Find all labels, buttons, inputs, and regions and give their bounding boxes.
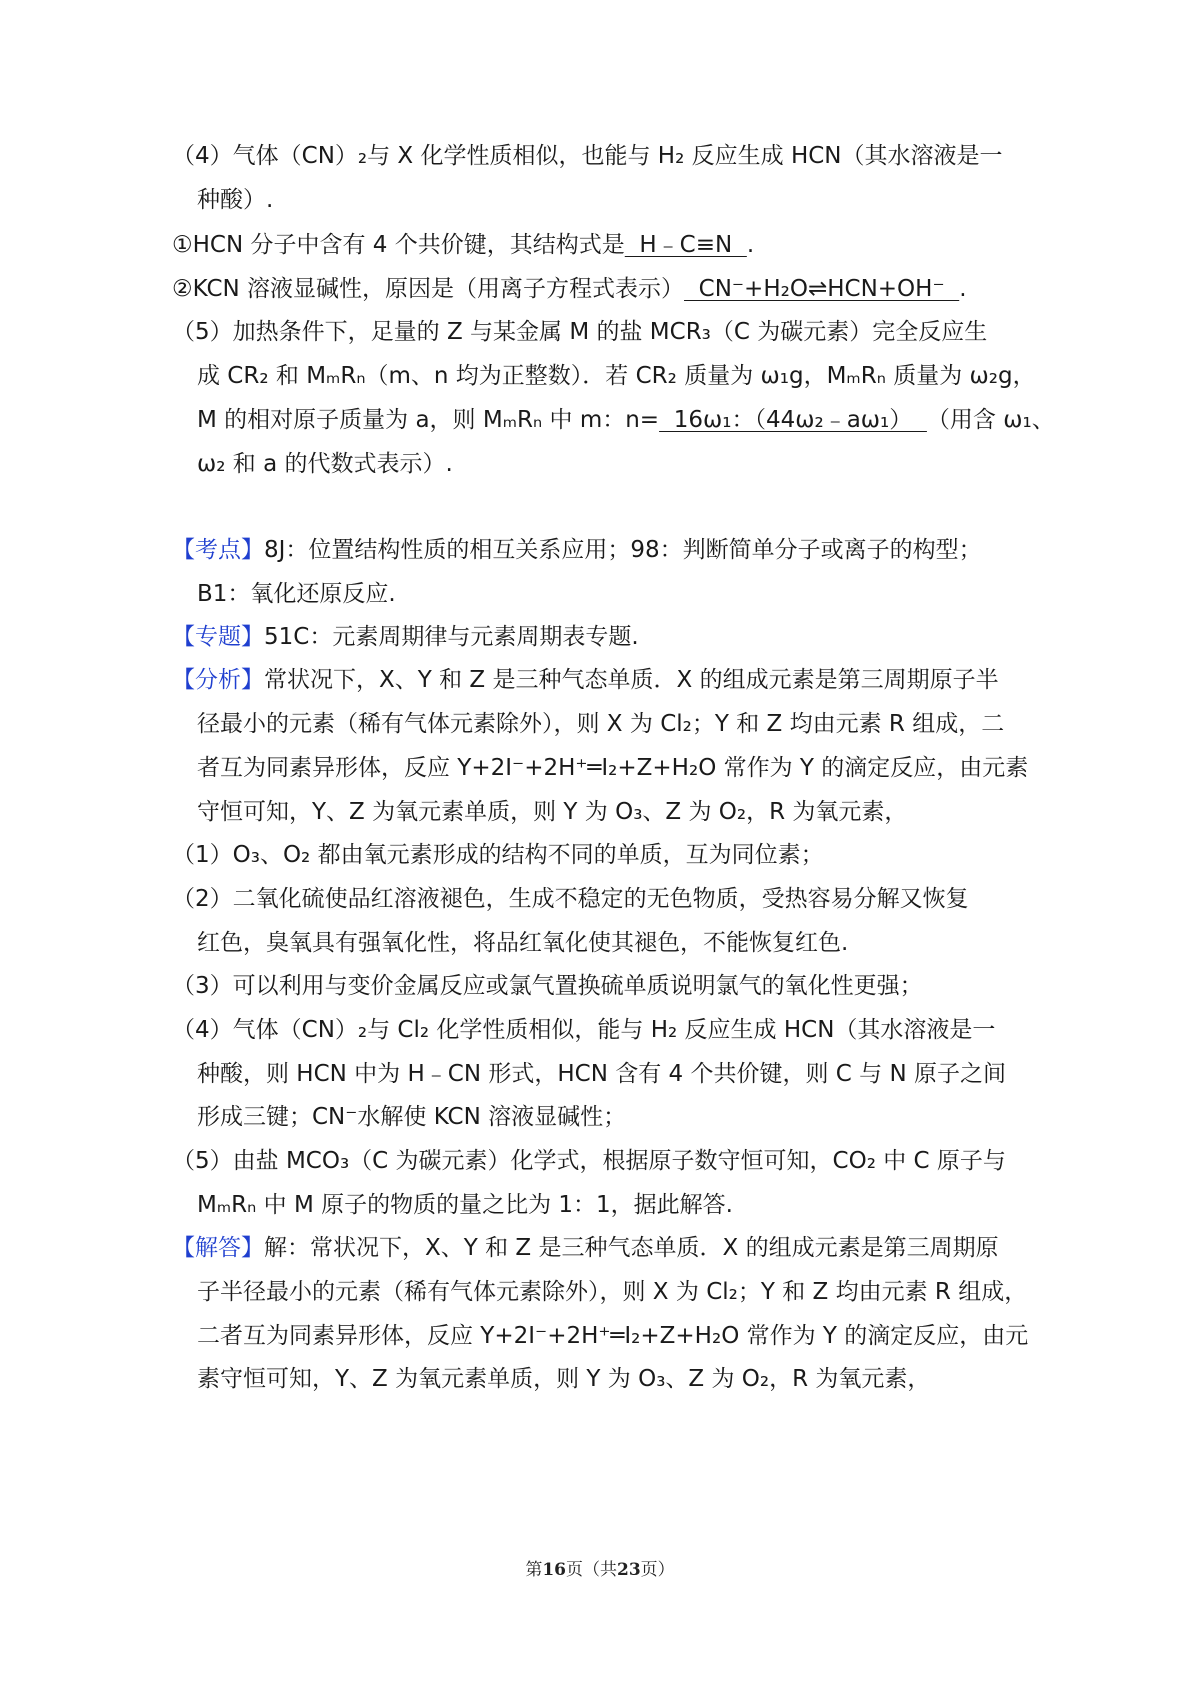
footer-prefix: 第 — [525, 1560, 543, 1580]
line-text: 8J：位置结构性质的相互关系应用；98：判断简单分子或离子的构型； — [264, 537, 982, 563]
line-text: 常状况下，X、Y 和 Z 是三种气态单质．X 的组成元素是第三周期原子半 — [264, 667, 999, 693]
text-line — [197, 184, 273, 216]
section-tag: 【专题】 — [172, 624, 264, 650]
text-line — [172, 316, 987, 348]
line-text: B1：氧化还原反应. — [197, 581, 396, 607]
footer-page-number: 16 — [542, 1560, 566, 1580]
line-text: ②KCN 溶液显碱性，原因是（用离子方程式表示） — [172, 276, 685, 302]
line-text: 径最小的元素（稀有气体元素除外），则 X 为 Cl₂；Y 和 Z 均由元素 R 组成，二 — [197, 711, 1005, 737]
line-text: （4）气体（CN）₂与 X 化学性质相似，也能与 H₂ 反应生成 HCN（其水溶液是一 — [172, 143, 1003, 169]
section-tag: 【考点】 — [172, 537, 264, 563]
text-line — [197, 1189, 733, 1221]
section-tag: 【解答】 — [172, 1235, 264, 1261]
text-line — [172, 883, 969, 915]
footer-suffix: 页） — [640, 1560, 675, 1580]
line-text: 形成三键；CN⁻水解使 KCN 溶液显碱性； — [197, 1104, 627, 1130]
line-text: 种酸）. — [197, 187, 274, 213]
text-line — [197, 708, 1004, 740]
answer-blank: CN⁻+H₂O⇌HCN+OH⁻ — [684, 276, 960, 302]
text-line — [172, 1232, 999, 1264]
text-line — [172, 534, 982, 566]
text-line — [172, 273, 967, 305]
line-text: M 的相对原子质量为 a，则 MₘRₙ 中 m：n= — [197, 407, 660, 433]
line-text: 红色，臭氧具有强氧化性，将品红氧化使其褪色，不能恢复红色. — [197, 930, 849, 956]
text-line — [172, 1145, 1006, 1177]
text-line — [172, 664, 999, 696]
line-text: （5）由盐 MCO₃（C 为碳元素）化学式，根据原子数守恒可知，CO₂ 中 C 原子与 — [172, 1148, 1006, 1174]
line-text: （3）可以利用与变价金属反应或氯气置换硫单质说明氯气的氧化性更强； — [172, 973, 923, 999]
line-text: （2）二氧化硫使品红溶液褪色，生成不稳定的无色物质，受热容易分解又恢复 — [172, 886, 969, 912]
line-text: 二者互为同素异形体，反应 Y+2I⁻+2H⁺═I₂+Z+H₂O 常作为 Y 的滴定反应，由元 — [197, 1323, 1029, 1349]
text-line — [197, 404, 1055, 436]
text-line — [197, 752, 1028, 784]
line-text: MₘRₙ 中 M 原子的物质的量之比为 1：1，据此解答. — [197, 1192, 733, 1218]
line-text: 子半径最小的元素（稀有气体元素除外），则 X 为 Cl₂；Y 和 Z 均由元素 R 组成， — [197, 1279, 1028, 1305]
text-line — [172, 839, 824, 871]
text-line — [197, 1058, 1006, 1090]
line-text: 种酸，则 HCN 中为 H﹣CN 形式，HCN 含有 4 个共价键，则 C 与 N 原子之间 — [197, 1061, 1006, 1087]
text-line — [172, 229, 754, 261]
text-line — [172, 621, 639, 653]
page-footer — [0, 1555, 1200, 1580]
text-line — [197, 796, 907, 828]
footer-total-pages: 23 — [617, 1560, 641, 1580]
line-text: （1）O₃、O₂ 都由氧元素形成的结构不同的单质，互为同位素； — [172, 842, 824, 868]
line-text-after: . — [959, 276, 967, 302]
line-text: 成 CR₂ 和 MₘRₙ（m、n 均为正整数）．若 CR₂ 质量为 ω₁g，MₘRₙ 质量为 ω₂g， — [197, 363, 1036, 389]
line-text: ω₂ 和 a 的代数式表示）. — [197, 451, 453, 477]
line-text: 解：常状况下，X、Y 和 Z 是三种气态单质．X 的组成元素是第三周期原 — [264, 1235, 999, 1261]
line-text-after: . — [746, 232, 755, 258]
text-line — [197, 1101, 626, 1133]
line-text: ①HCN 分子中含有 4 个共价键，其结构式是 — [172, 232, 625, 258]
text-line — [197, 1320, 1028, 1352]
text-line — [197, 360, 1036, 392]
line-text: 守恒可知，Y、Z 为氧元素单质，则 Y 为 O₃、Z 为 O₂，R 为氧元素， — [197, 799, 908, 825]
line-text: （5）加热条件下，足量的 Z 与某金属 M 的盐 MCR₃（C 为碳元素）完全反应生 — [172, 319, 988, 345]
text-line — [172, 140, 1003, 172]
line-text: 者互为同素异形体，反应 Y+2I⁻+2H⁺═I₂+Z+H₂O 常作为 Y 的滴定反应，由元素 — [197, 755, 1029, 781]
text-line — [197, 1363, 930, 1395]
text-line — [197, 1276, 1027, 1308]
text-line — [172, 1014, 995, 1046]
answer-blank: 16ω₁：（44ω₂﹣aω₁） — [659, 407, 927, 433]
answer-blank: H﹣C≡N — [624, 232, 747, 258]
line-text-after: （用含 ω₁、 — [926, 407, 1055, 433]
text-line — [197, 448, 453, 480]
line-text: 51C：元素周期律与元素周期表专题. — [264, 624, 639, 650]
text-line — [172, 970, 923, 1002]
section-tag: 【分析】 — [172, 667, 264, 693]
text-line — [197, 927, 848, 959]
text-line — [197, 578, 396, 610]
footer-middle: 页（共 — [566, 1560, 617, 1580]
line-text: 素守恒可知，Y、Z 为氧元素单质，则 Y 为 O₃、Z 为 O₂，R 为氧元素， — [197, 1366, 931, 1392]
line-text: （4）气体（CN）₂与 Cl₂ 化学性质相似，能与 H₂ 反应生成 HCN（其水溶液是一 — [172, 1017, 996, 1043]
